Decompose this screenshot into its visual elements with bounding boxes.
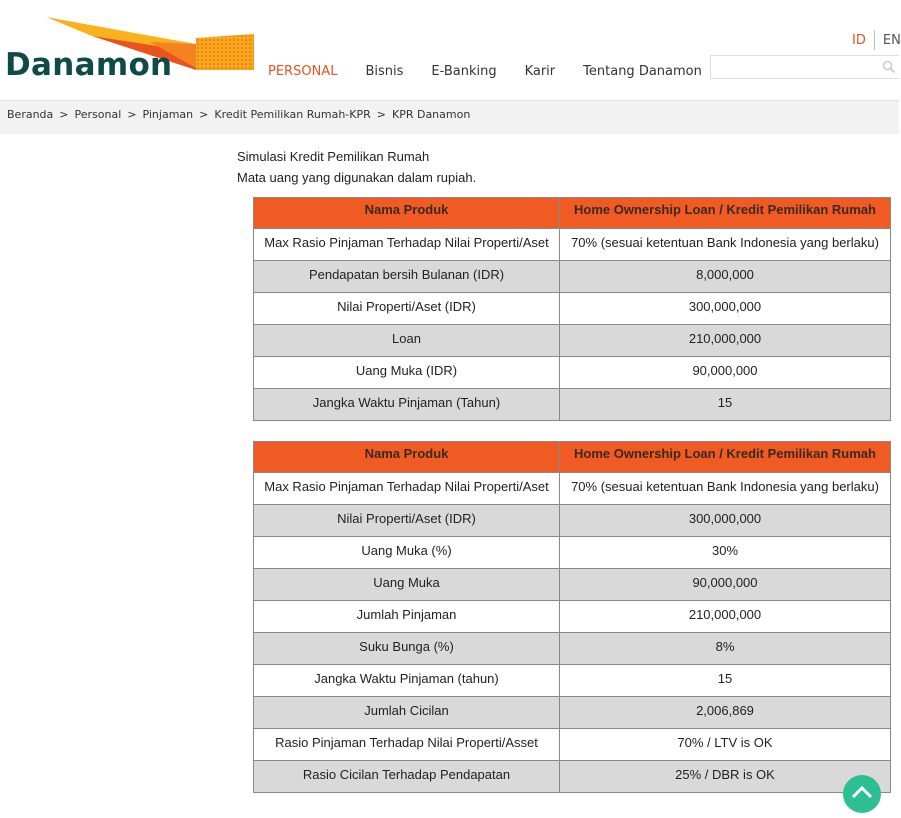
table-cell-value: 8,000,000 bbox=[560, 261, 891, 293]
breadcrumb-separator: > bbox=[199, 108, 209, 121]
table-row bbox=[254, 729, 891, 761]
table-cell-label: Max Rasio Pinjaman Terhadap Nilai Properti/Aset bbox=[254, 229, 560, 261]
table-cell-label: Jumlah Pinjaman bbox=[254, 601, 560, 633]
breadcrumb-bar bbox=[0, 100, 899, 134]
search-input[interactable] bbox=[711, 56, 871, 78]
brand-name: Danamon bbox=[5, 47, 173, 83]
table-row bbox=[254, 761, 891, 793]
lang-divider bbox=[874, 30, 875, 50]
table-row bbox=[254, 505, 891, 537]
table-row bbox=[254, 325, 891, 357]
table-cell-value: 300,000,000 bbox=[560, 505, 891, 537]
table-cell-label: Max Rasio Pinjaman Terhadap Nilai Properti/Aset bbox=[254, 473, 560, 505]
table-header-product: Nama Produk bbox=[254, 198, 560, 229]
search-box bbox=[710, 55, 899, 79]
table-row bbox=[254, 389, 891, 421]
table-cell-label: Uang Muka (IDR) bbox=[254, 357, 560, 389]
intro-text bbox=[237, 146, 476, 188]
breadcrumb-beranda[interactable]: Beranda bbox=[7, 108, 54, 121]
nav-bisnis[interactable]: Bisnis bbox=[365, 64, 404, 79]
breadcrumb-personal[interactable]: Personal bbox=[74, 108, 122, 121]
table-cell-value: 210,000,000 bbox=[560, 325, 891, 357]
breadcrumb-separator: > bbox=[376, 108, 386, 121]
table-row bbox=[254, 633, 891, 665]
table-cell-label: Nilai Properti/Aset (IDR) bbox=[254, 505, 560, 537]
table-cell-value: 15 bbox=[560, 665, 891, 697]
table-cell-label: Jangka Waktu Pinjaman (Tahun) bbox=[254, 389, 560, 421]
table-header-product: Nama Produk bbox=[254, 442, 560, 473]
table-cell-value: 70% / LTV is OK bbox=[560, 729, 891, 761]
table-row bbox=[254, 473, 891, 505]
breadcrumb-separator: > bbox=[127, 108, 137, 121]
breadcrumb bbox=[7, 108, 470, 121]
site-header bbox=[0, 0, 899, 100]
table-row bbox=[254, 537, 891, 569]
nav-ebanking[interactable]: E-Banking bbox=[431, 64, 497, 79]
nav-karir[interactable]: Karir bbox=[524, 64, 556, 79]
table-cell-value: 25% / DBR is OK bbox=[560, 761, 891, 793]
simulation-table-1 bbox=[253, 197, 891, 421]
currency-note: Mata uang yang digunakan dalam rupiah. bbox=[237, 170, 477, 185]
simulation-title: Simulasi Kredit Pemilikan Rumah bbox=[237, 149, 430, 164]
chevron-up-icon bbox=[843, 775, 881, 813]
breadcrumb-kpr[interactable]: Kredit Pemilikan Rumah-KPR bbox=[214, 108, 371, 121]
table-row bbox=[254, 697, 891, 729]
table-cell-value: 8% bbox=[560, 633, 891, 665]
table-row bbox=[254, 261, 891, 293]
table-cell-label: Loan bbox=[254, 325, 560, 357]
nav-personal[interactable]: PERSONAL bbox=[268, 64, 338, 79]
nav-tentang-danamon[interactable]: Tentang Danamon bbox=[583, 64, 702, 79]
table-cell-label: Jumlah Cicilan bbox=[254, 697, 560, 729]
lang-id[interactable]: ID bbox=[852, 32, 866, 48]
table-cell-label: Uang Muka (%) bbox=[254, 537, 560, 569]
table-cell-label: Suku Bunga (%) bbox=[254, 633, 560, 665]
table-row bbox=[254, 665, 891, 697]
table-row bbox=[254, 601, 891, 633]
search-icon[interactable] bbox=[882, 60, 896, 74]
breadcrumb-current: KPR Danamon bbox=[391, 108, 471, 121]
table-cell-label: Rasio Pinjaman Terhadap Nilai Properti/Asset bbox=[254, 729, 560, 761]
table-cell-label: Uang Muka bbox=[254, 569, 560, 601]
simulation-table-2 bbox=[253, 441, 891, 793]
table-row bbox=[254, 357, 891, 389]
table-cell-value: 90,000,000 bbox=[560, 357, 891, 389]
table-row bbox=[254, 229, 891, 261]
table-cell-value: 2,006,869 bbox=[560, 697, 891, 729]
table-cell-value: 70% (sesuai ketentuan Bank Indonesia yang berlaku) bbox=[560, 473, 891, 505]
breadcrumb-separator: > bbox=[59, 108, 69, 121]
table-cell-value: 70% (sesuai ketentuan Bank Indonesia yang berlaku) bbox=[560, 229, 891, 261]
table-row bbox=[254, 293, 891, 325]
table-header-loan: Home Ownership Loan / Kredit Pemilikan Rumah bbox=[560, 442, 891, 473]
language-switcher bbox=[852, 30, 901, 50]
table-cell-value: 30% bbox=[560, 537, 891, 569]
lang-en[interactable]: EN bbox=[882, 32, 901, 48]
table-cell-label: Rasio Cicilan Terhadap Pendapatan bbox=[254, 761, 560, 793]
breadcrumb-pinjaman[interactable]: Pinjaman bbox=[142, 108, 194, 121]
table-cell-value: 15 bbox=[560, 389, 891, 421]
scroll-to-top-button[interactable] bbox=[843, 775, 881, 813]
table-cell-value: 300,000,000 bbox=[560, 293, 891, 325]
table-cell-value: 210,000,000 bbox=[560, 601, 891, 633]
table-row bbox=[254, 569, 891, 601]
table-cell-value: 90,000,000 bbox=[560, 569, 891, 601]
table-cell-label: Jangka Waktu Pinjaman (tahun) bbox=[254, 665, 560, 697]
table-cell-label: Pendapatan bersih Bulanan (IDR) bbox=[254, 261, 560, 293]
main-nav bbox=[268, 64, 730, 79]
table-header-loan: Home Ownership Loan / Kredit Pemilikan Rumah bbox=[560, 198, 891, 229]
table-cell-label: Nilai Properti/Aset (IDR) bbox=[254, 293, 560, 325]
